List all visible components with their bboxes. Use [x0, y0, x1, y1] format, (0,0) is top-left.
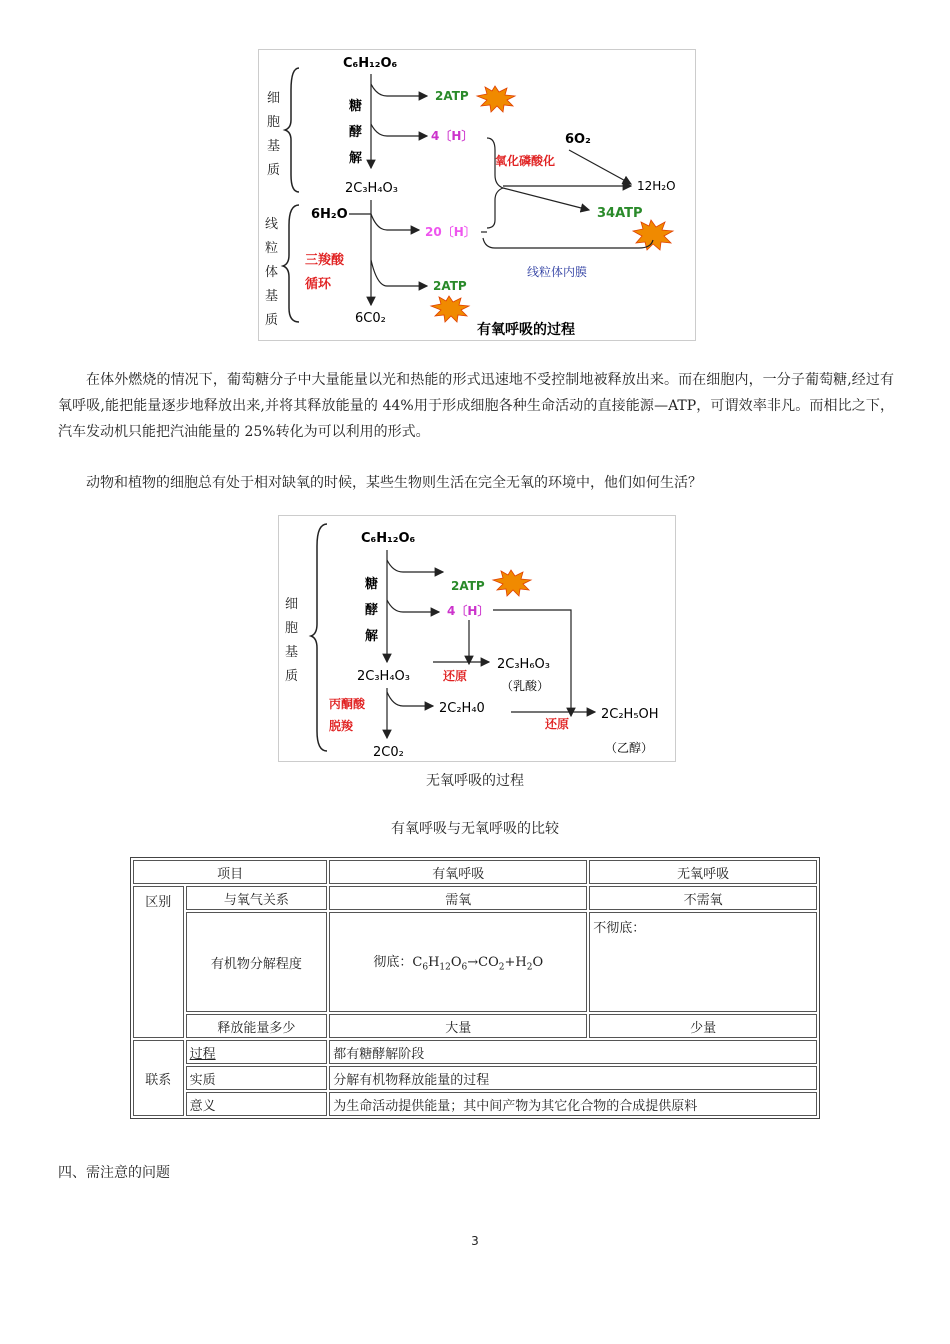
cyto-char-4: 质	[285, 669, 299, 684]
tca-label-1: 三羧酸	[305, 253, 345, 268]
atp-a-label: 2ATP	[435, 89, 469, 103]
decarb-label-2: 脱羧	[329, 719, 354, 733]
glycolysis-char-1: 糖	[349, 99, 363, 114]
o2-arrow	[569, 150, 631, 184]
oxidation-bracket	[487, 138, 503, 228]
row-oxygen-anaerobic: 不需氧	[589, 886, 817, 910]
cytoplasm-brace	[311, 524, 327, 751]
aerobic-respiration-figure	[258, 49, 696, 341]
arrow-to-atp-a	[371, 84, 427, 96]
water-out-label: 12H₂O	[637, 179, 676, 193]
arrow-to-h-b	[371, 214, 419, 230]
to-acetaldehyde-arrow	[387, 692, 433, 706]
cyto-char-3: 基	[285, 645, 299, 660]
matrix-brace	[283, 205, 299, 322]
arrow-to-h-a	[371, 124, 427, 136]
cyto-char-2: 胞	[285, 621, 299, 636]
to-atp-b-arrow	[503, 188, 589, 210]
glycolysis-char-3: 解	[349, 151, 363, 166]
pyruvate-label: 2C₃H₄O₃	[357, 669, 410, 684]
fig1-title: 有氧呼吸的过程	[477, 322, 575, 338]
link-process-value: 都有糖酵解阶段	[329, 1040, 817, 1064]
reduce-1-label: 还原	[443, 669, 468, 683]
energy-burst-icon	[633, 220, 673, 250]
header-anaerobic: 无氧呼吸	[589, 860, 817, 884]
h-a-label: 4〔H〕	[431, 129, 474, 143]
section-heading: 四、需注意的问题	[58, 1165, 170, 1181]
lactate-label: 2C₃H₆O₃	[497, 657, 550, 672]
acetaldehyde-label: 2C₂H₄0	[439, 701, 485, 716]
cyto-char-1: 细	[267, 91, 281, 106]
lactate-name-label: （乳酸）	[501, 679, 550, 693]
anaerobic-diagram	[279, 516, 675, 761]
glycolysis-char-2: 酵	[349, 125, 363, 140]
link-essence-value: 分解有机物释放能量的过程	[329, 1066, 817, 1090]
o2-label: 6O₂	[565, 132, 591, 147]
tca-label-2: 循环	[305, 277, 332, 292]
membrane-bracket	[483, 238, 653, 248]
pyruvate-label: 2C₃H₄O₃	[345, 181, 398, 196]
row-energy-aerobic: 大量	[329, 1014, 587, 1038]
row-oxygen-aerobic: 需氧	[329, 886, 587, 910]
decarb-label-1: 丙酮酸	[329, 697, 366, 711]
fig2-caption: 无氧呼吸的过程	[426, 773, 524, 789]
atp-c-label: 2ATP	[433, 279, 467, 293]
table-caption: 有氧呼吸与无氧呼吸的比较	[391, 821, 559, 837]
reduce-2-label: 还原	[545, 717, 570, 731]
paragraph-anaerobic-question: 动物和植物的细胞总有处于相对缺氧的时候，某些生物则生活在完全无氧的环境中，他们如何生活？	[86, 475, 702, 491]
glucose-label: C₆H₁₂O₆	[343, 56, 398, 71]
aerobic-diagram	[259, 50, 695, 340]
row-decomposition-aerobic: 彻底：$C_6H_{12}O_6\to CO_2+H_2O$	[329, 912, 587, 1012]
energy-burst-icon	[477, 86, 515, 112]
atp-b-label: 34ATP	[597, 206, 643, 221]
mito-char-2: 粒	[265, 241, 279, 256]
h-label: 4〔H〕	[447, 604, 490, 618]
anaerobic-respiration-figure	[278, 515, 676, 762]
row-energy-anaerobic: 少量	[589, 1014, 817, 1038]
header-aerobic: 有氧呼吸	[329, 860, 587, 884]
ethanol-label: 2C₂H₅OH	[601, 707, 659, 722]
water-in-label: 6H₂O	[311, 207, 348, 222]
oxphos-label: 氧化磷酸化	[495, 154, 556, 168]
glycolysis-char-1: 糖	[365, 577, 379, 592]
arrow-to-h	[387, 600, 439, 612]
glucose-label: C₆H₁₂O₆	[361, 531, 416, 546]
mito-char-3: 体	[265, 265, 279, 280]
row-oxygen-label: 与氧气关系	[186, 886, 328, 910]
mito-char-4: 基	[265, 289, 279, 304]
arrow-to-atp-c	[371, 260, 427, 286]
energy-burst-icon	[493, 570, 531, 596]
table-row	[133, 1014, 817, 1038]
row-decomposition-anaerobic: 不彻底：	[589, 912, 817, 1012]
table-row	[133, 886, 817, 910]
page-number: 3	[471, 1234, 479, 1248]
link-essence-label: 实质	[186, 1066, 328, 1090]
difference-label: 区别	[133, 886, 184, 1038]
header-item: 项目	[133, 860, 327, 884]
cytoplasm-brace	[285, 68, 299, 192]
row-energy-label: 释放能量多少	[186, 1014, 328, 1038]
table-row	[133, 912, 817, 1012]
cyto-char-4: 质	[267, 163, 281, 178]
paragraph-efficiency: 在体外燃烧的情况下，葡萄糖分子中大量能量以光和热能的形式迅速地不受控制地被释放出来。而在细胞内，一分子葡萄糖,经过有氧呼吸,能把能量逐步地释放出来,并将其释放能量的 44%用于形成细胞各种生命活动的直接能源—ATP，可谓效率非凡。而相比之下，汽车发动机只能把汽油能量的 25%转化为可以利用的形式。	[58, 372, 894, 440]
co2-label: 6C0₂	[355, 311, 386, 326]
co2-label: 2C0₂	[373, 745, 404, 760]
cyto-char-3: 基	[267, 139, 281, 154]
table-row	[133, 1092, 817, 1116]
membrane-label: 线粒体内膜	[527, 265, 588, 279]
glycolysis-char-2: 酵	[365, 603, 379, 618]
relation-label: 联系	[133, 1040, 184, 1116]
link-meaning-label: 意义	[186, 1092, 328, 1116]
table-row	[133, 1040, 817, 1064]
cyto-char-1: 细	[285, 597, 299, 612]
atp-label: 2ATP	[451, 579, 485, 593]
glycolysis-char-3: 解	[365, 629, 379, 644]
ethanol-name-label: （乙醇）	[605, 741, 654, 755]
link-meaning-value: 为生命活动提供能量；其中间产物为其它化合物的合成提供原料	[329, 1092, 817, 1116]
mito-char-5: 质	[265, 313, 279, 328]
arrow-to-atp	[387, 560, 443, 572]
link-process-label: 过程	[186, 1040, 328, 1064]
energy-burst-icon	[431, 296, 469, 322]
h-b-label: 20〔H〕	[425, 225, 476, 239]
cyto-char-2: 胞	[267, 115, 281, 130]
table-row	[133, 1066, 817, 1090]
row-decomposition-label: 有机物分解程度	[186, 912, 328, 1012]
mito-char-1: 线	[265, 217, 279, 232]
comparison-table	[130, 857, 820, 1119]
table-row	[133, 860, 817, 884]
